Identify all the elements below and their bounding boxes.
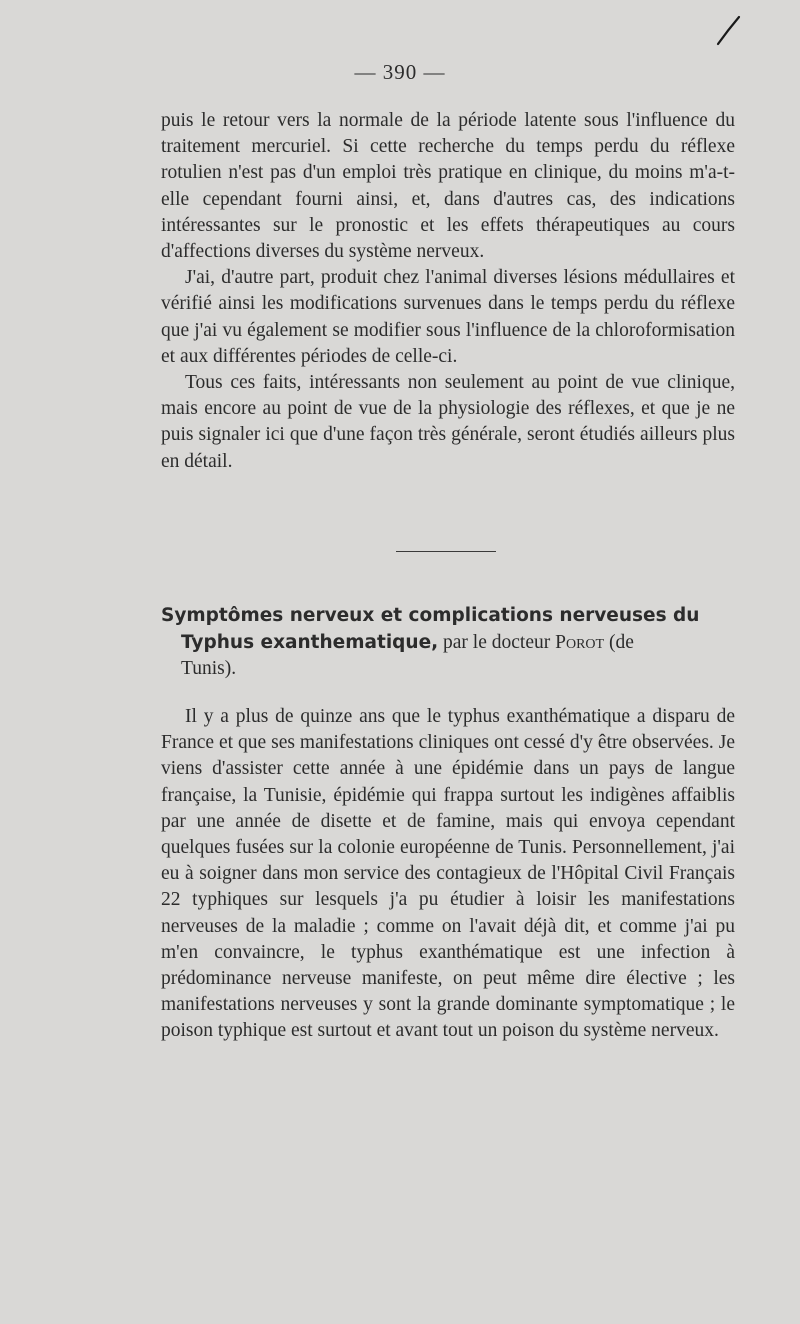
paragraph: puis le retour vers la normale de la période latente sous l'influence du traitement mercuriel. Si cette recherche du temps perdu du réflexe rotulien n'est pas d'un emploi très pratique en clinique, du moins m'a-t-elle cependant fourni ainsi, et, dans d'autres cas, des indications intéressantes sur le pronostic et les effets thérapeutiques au cours d'affections diverses du système nerveux. xyxy=(161,110,735,263)
author-prefix: par le docteur xyxy=(438,631,556,653)
continued-text-section xyxy=(161,108,735,475)
paragraph: Tous ces faits, intéressants non seulement au point de vue clinique, mais encore au point de vue de la physiologie des réflexes, et que je ne puis signaler ici que d'une façon très générale, seront étudiés ailleurs plus en détail. xyxy=(161,372,735,472)
paragraph: Il y a plus de quinze ans que le typhus exanthématique a disparu de France et que ses manifestations cliniques ont cessé d'y être observées. Je viens d'assister cette année à une épidémie dans un pays de langue française, la Tunisie, épidémie qui frappa surtout les indigènes affaiblis par une année de disette et de famine, mais qui envoya cependant quelques fusées sur la colonie européenne de Tunis. Personnellement, j'ai eu à soigner dans mon service des contagieux de l'Hôpital Civil Français 22 typhiques sur lesquels j'a pu étudier à loisir les manifestations nerveuses de la maladie ; comme on l'avait déjà dit, et comme j'ai pu m'en convaincre, le typhus exanthématique est une infection à prédominance nerveuse manifeste, on peut même dire élective ; les manifestations nerveuses y sont la grande dominante symptomatique ; le poison typhique est surtout et avant tout un poison du système nerveux. xyxy=(161,706,735,1042)
handwritten-slash-mark xyxy=(714,14,742,46)
author-name: Porot xyxy=(555,631,605,653)
paragraph: J'ai, d'autre part, produit chez l'animal diverses lésions médullaires et vérifié ainsi les modifications survenues dans le temps perdu du réflexe que j'ai vu également se modifier sous l'influence de la chloroformisation et aux différentes périodes de celle-ci. xyxy=(161,267,735,367)
article-heading xyxy=(161,603,735,683)
page-number: — 390 — xyxy=(354,60,446,84)
article-title-line-1: Symptômes nerveux et complications nerveuses du xyxy=(161,605,700,626)
author-location: Tunis). xyxy=(181,658,237,679)
article-body xyxy=(161,704,735,1045)
article-title-line-2: Typhus exanthematique, xyxy=(181,631,439,653)
author-suffix: (de xyxy=(604,631,634,653)
section-separator-rule xyxy=(396,551,496,552)
